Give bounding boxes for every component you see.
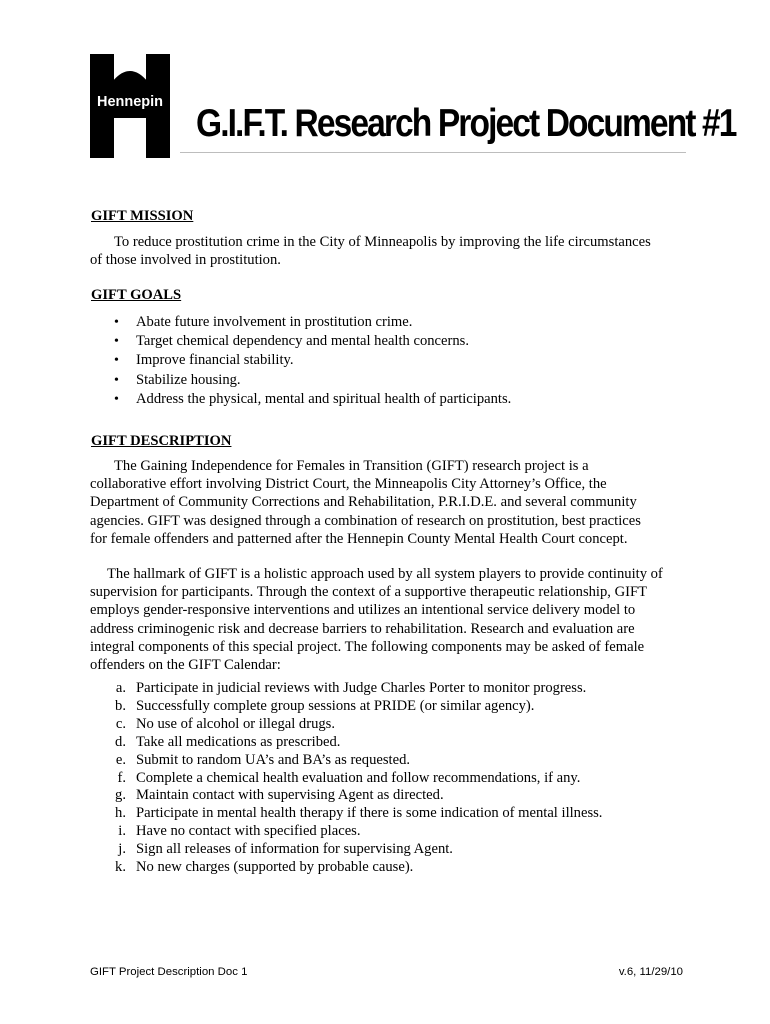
goal-item: • Abate future involvement in prostitution crime.: [112, 313, 511, 332]
hennepin-h-mark: [90, 54, 170, 158]
description-p1-line: collaborative effort involving District Court, the Minneapolis City Attorney’s Office, the: [90, 476, 607, 493]
footer-version: v.6, 11/29/10: [618, 966, 683, 978]
component-marker: d.: [115, 733, 126, 750]
component-marker: k.: [115, 859, 126, 876]
component-item: [112, 716, 602, 734]
component-text: Complete a chemical health evaluation and follow recommendations, if any.: [136, 769, 581, 786]
component-text: No new charges (supported by probable cause).: [136, 859, 414, 876]
document-title: G.I.F.T. Research Project Document #1: [196, 102, 736, 145]
component-marker: g.: [115, 787, 126, 804]
component-text: Successfully complete group sessions at PRIDE (or similar agency).: [136, 697, 535, 714]
description-p2-line: integral components of this special project. The following components may be asked of female: [90, 638, 645, 655]
component-text: No use of alcohol or illegal drugs.: [136, 715, 335, 732]
description-p2-line: offenders on the GIFT Calendar:: [90, 657, 281, 674]
goal-item: • Improve financial stability.: [112, 351, 511, 370]
component-text: Sign all releases of information for supervising Agent.: [136, 841, 453, 858]
component-text: Participate in judicial reviews with Judge Charles Porter to monitor progress.: [136, 680, 587, 696]
component-marker: b.: [115, 697, 126, 714]
description-p1-line: Department of Community Corrections and Rehabilitation, P.R.I.D.E. and several community: [90, 494, 637, 511]
component-marker: c.: [115, 715, 126, 732]
goals-heading: GIFT GOALS: [91, 287, 182, 303]
components-list: [112, 680, 602, 877]
component-text: Have no contact with specified places.: [136, 823, 361, 840]
component-text: Maintain contact with supervising Agent as directed.: [136, 787, 444, 804]
description-p2-line: employs gender-responsive interventions and utilizes an intentional service delivery model to: [90, 602, 636, 619]
component-item: [112, 787, 602, 805]
component-marker: e.: [115, 751, 126, 768]
mission-text: [90, 233, 690, 269]
component-item: [112, 805, 602, 823]
logo-wordmark: Hennepin: [96, 94, 164, 110]
mission-line-1: To reduce prostitution crime in the City of Minneapolis by improving the life circumstances: [114, 234, 651, 250]
mission-heading: GIFT MISSION: [91, 208, 194, 224]
description-p1-line: agencies. GIFT was designed through a combination of research on prostitution, best practices: [90, 512, 641, 529]
description-p2-line: The hallmark of GIFT is a holistic approach used by all system players to provide continuity of: [107, 566, 663, 582]
component-item: [112, 823, 602, 841]
goal-item: • Stabilize housing.: [112, 371, 511, 390]
component-marker: a.: [115, 680, 126, 696]
goal-item: • Target chemical dependency and mental health concerns.: [112, 332, 511, 351]
component-text: Take all medications as prescribed.: [136, 733, 341, 750]
description-paragraph-2: [90, 565, 690, 674]
description-p1-line: for female offenders and patterned after the Hennepin County Mental Health Court concept.: [90, 530, 628, 547]
component-item: [112, 770, 602, 788]
component-item: [112, 698, 602, 716]
component-item: [112, 734, 602, 752]
component-item: [112, 752, 602, 770]
component-item: [112, 841, 602, 859]
component-text: Participate in mental health therapy if there is some indication of mental illness.: [136, 805, 603, 822]
hennepin-logo: [90, 54, 170, 158]
title-divider: [180, 152, 686, 153]
description-heading: GIFT DESCRIPTION: [91, 433, 232, 449]
description-paragraph-1: [90, 457, 690, 548]
component-marker: j.: [118, 841, 126, 858]
component-marker: f.: [117, 769, 126, 786]
description-p2-line: supervision for participants. Through the context of a supportive therapeutic relationship, GIFT: [90, 584, 647, 601]
component-text: Submit to random UA’s and BA’s as requested.: [136, 751, 411, 768]
description-p2-line: address criminogenic risk and decrease barriers to rehabilitation. Research and evaluation are: [90, 620, 635, 637]
component-item: [112, 859, 602, 877]
component-marker: i.: [118, 823, 126, 840]
goal-item: • Address the physical, mental and spiritual health of participants.: [112, 390, 511, 409]
mission-line-2: of those involved in prostitution.: [90, 252, 281, 269]
component-item: [112, 680, 602, 698]
footer-document-name: GIFT Project Description Doc 1: [90, 966, 248, 978]
description-p1-line: The Gaining Independence for Females in Transition (GIFT) research project is a: [114, 458, 589, 474]
goals-list: [112, 313, 511, 409]
component-marker: h.: [115, 805, 126, 822]
